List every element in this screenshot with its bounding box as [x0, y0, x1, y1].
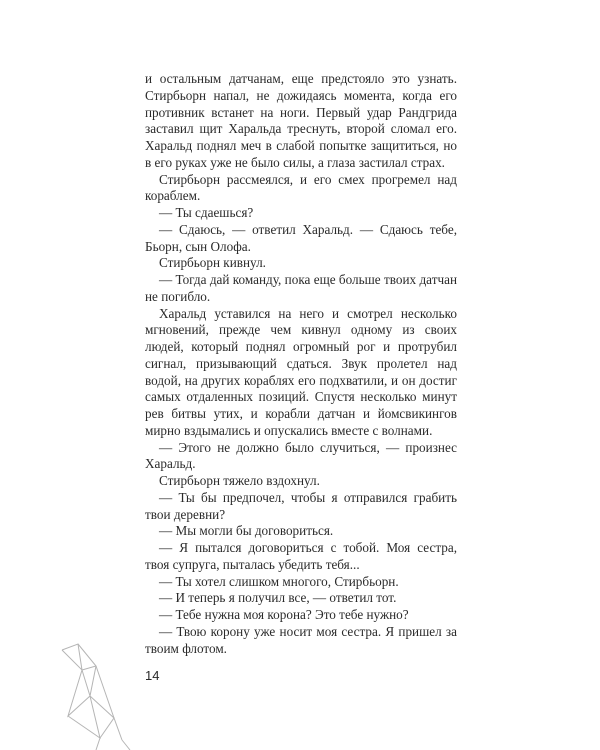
paragraph: — Этого не должно было случиться, — произнес Харальд.: [145, 439, 457, 472]
paragraph: — Тогда дай команду, пока еще больше твоих датчан не погибло.: [145, 272, 457, 304]
paragraph: Харальд уставился на него и смотрел несколько мгновений, прежде чем кивнул одному из своих людей, который поднял огромный рог и протрубил сигнал, призывающий сдаться. Звук пролетел над водой, на других кораблях его подхватили, и он достиг самых отдаленных позиций. Спустя несколько минут рев битвы утих, и корабли датчан и йомсвикингов мирно вздымались и опускались вместе с волнами.: [145, 305, 457, 438]
paragraph: — И теперь я получил все, — ответил тот.: [159, 590, 397, 606]
paragraph: — Сдаюсь, — ответил Харальд. — Сдаюсь тебе, Бьорн, сын Олофа.: [145, 221, 457, 254]
paragraph: — Мы могли бы договориться.: [159, 523, 334, 539]
paragraph: — Я пытался договориться с тобой. Моя сестра, твоя супруга, пыталась убедить тебя...: [145, 540, 457, 572]
paragraph: и остальным датчанам, еще предстояло это узнать. Стирбьорн напал, не дожидаясь момента, когда его противник встанет на ноги. Первый удар Рандгрида заставил щит Харальда треснуть, второй сломал его. Харальд поднял меч в слабой попытке защититься, но в его руках уже не было силы, а глаза застилал страх.: [145, 71, 457, 170]
paragraph: Стирбьорн рассмеялся, и его смех прогремел над кораблем.: [145, 171, 457, 204]
folded-paper-bird-icon: [60, 640, 165, 750]
paragraph: — Ты бы предпочел, чтобы я отправился грабить твои деревни?: [145, 489, 457, 522]
paragraph: — Ты хотел слишком многого, Стирбьорн.: [159, 573, 399, 589]
paragraph: Стирбьорн кивнул.: [159, 255, 266, 271]
page-number: 14: [145, 668, 160, 683]
page-body: [145, 71, 457, 657]
paragraph: Стирбьорн тяжело вздохнул.: [159, 473, 320, 488]
paragraph: — Твою корону уже носит моя сестра. Я пришел за твоим флотом.: [145, 623, 457, 656]
paragraph: — Ты сдаешься?: [159, 205, 254, 220]
paragraph: — Тебе нужна моя корона? Это тебе нужно?: [159, 607, 409, 622]
